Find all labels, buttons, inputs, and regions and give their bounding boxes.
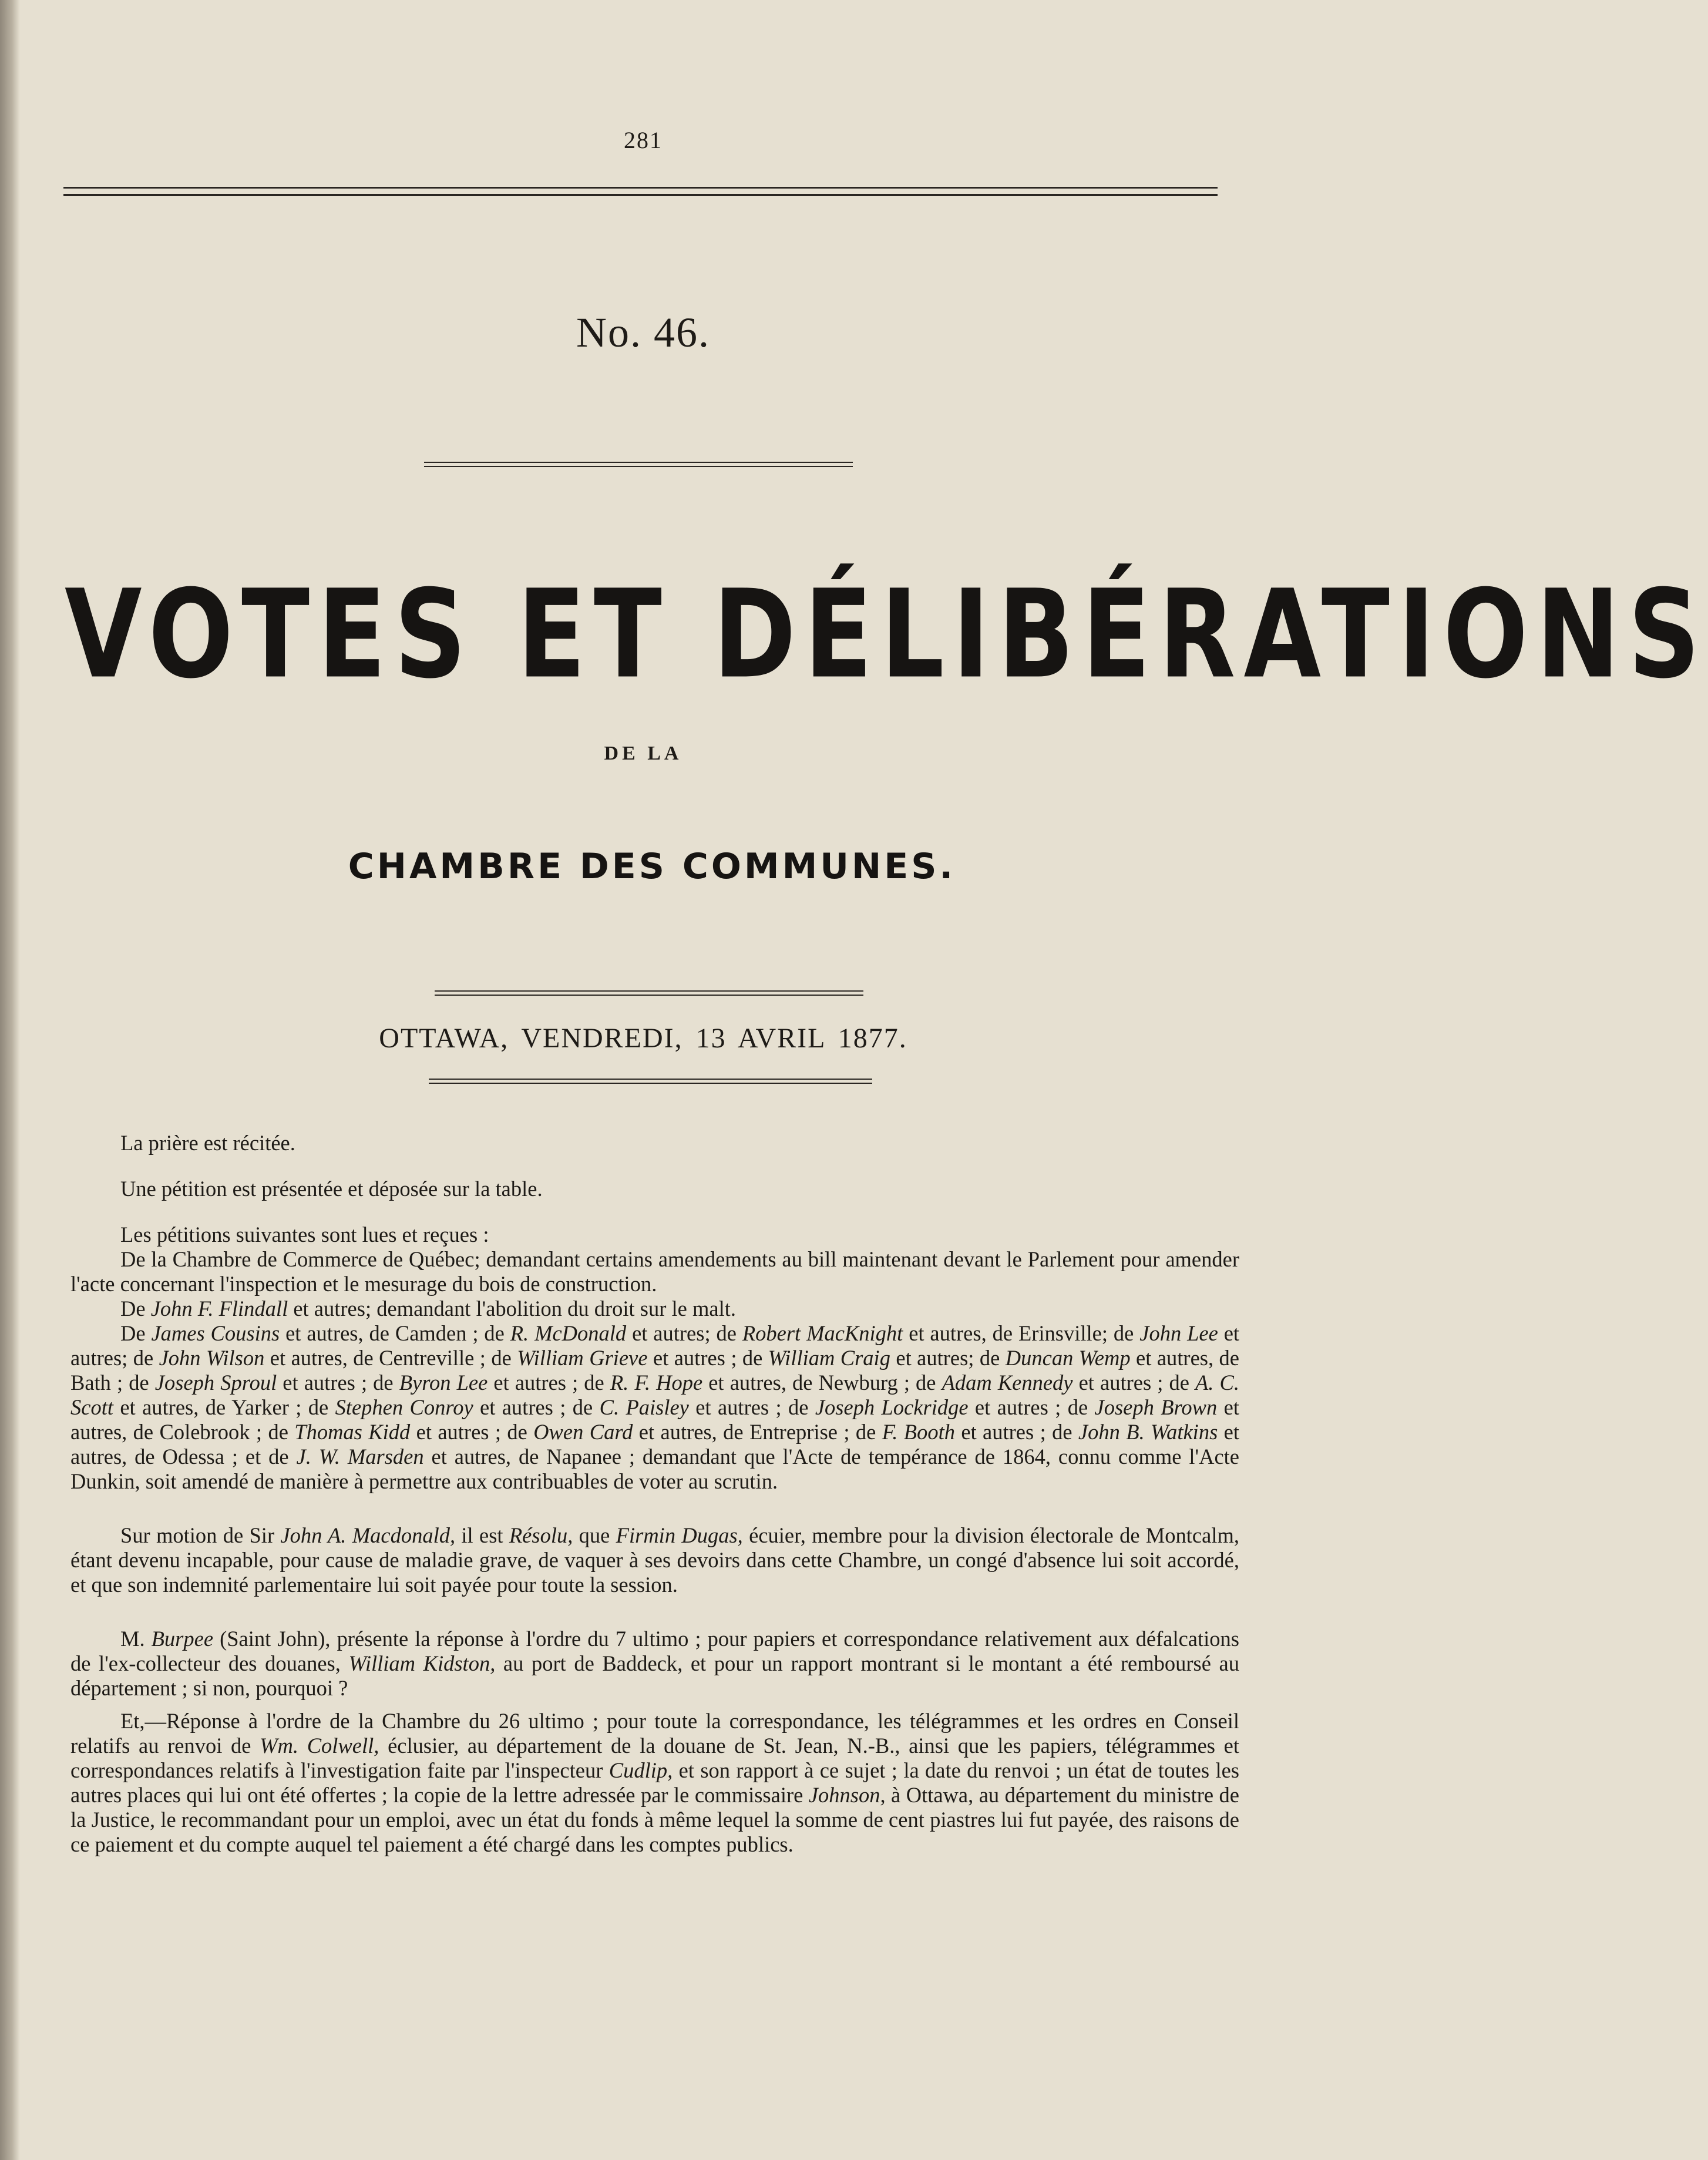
petitions-intro-paragraph: Les pétitions suivantes sont lues et reçues : (120, 1222, 489, 1247)
dateline: OTTAWA, VENDREDI, 13 AVRIL 1877. (379, 1023, 907, 1054)
petitioner-name: William Craig (768, 1346, 890, 1370)
petitioner-name: J. W. Marsden (296, 1445, 424, 1469)
petitioner-name: C. Paisley (599, 1395, 689, 1419)
page-number: 281 (624, 127, 663, 153)
separator-rule-1 (424, 462, 853, 467)
petitioner-name: John B. Watkins (1078, 1420, 1218, 1444)
petitioner-name: R. F. Hope (610, 1370, 703, 1395)
petition-quebec-paragraph: De la Chambre de Commerce de Québec; demandant certains amendements au bill maintenant devant le Parlement pour amender l'acte concernant l'inspection et le mesurage du bois de construction. (70, 1247, 1239, 1296)
prayer-paragraph: La prière est récitée. (120, 1131, 295, 1155)
subtitle-de-la: DE LA (604, 743, 682, 764)
petition-presented-paragraph: Une pétition est présentée et déposée sur la table. (120, 1177, 543, 1201)
member-name: Burpee (151, 1627, 214, 1651)
header-rule-top (63, 187, 1218, 189)
person-name: William Kidston, (348, 1651, 496, 1675)
petitioner-name: Joseph Sproul (154, 1370, 277, 1395)
member-name: Firmin Dugas, (616, 1523, 743, 1547)
petitioner-name: Robert MacKnight (742, 1321, 903, 1345)
petitioner-name: Byron Lee (399, 1370, 488, 1395)
colwell-return-paragraph: Et,—Réponse à l'ordre de la Chambre du 26 ultimo ; pour toute la correspondance, les télégrammes et les ordres en Conseil relatifs au renvoi de Wm. Colwell, éclusier, au département de la douane de St. Jean, N.-B., ainsi que les papiers, télégrammes et correspondances relatifs à l'investigation faite par l'inspecteur Cudlip, et son rapport à ce sujet ; la date du renvoi ; un état de toutes les autres places qui lui ont été offertes ; la copie de la lettre adressée par le commissaire Johnson, à Ottawa, au département du ministre de la Justice, le recommandant pour un emploi, avec un état du fonds à même lequel la somme de cent piastres lui fut payée, des raisons de ce paiement et du compte auquel tel paiement a été chargé dans les comptes publics. (70, 1709, 1240, 1856)
person-name: Cudlip, (608, 1758, 673, 1782)
petitioner-name: Adam Kennedy (942, 1370, 1073, 1395)
petition-flindall-paragraph: De John F. Flindall et autres; demandant l'abolition du droit sur le malt. (120, 1296, 736, 1321)
separator-rule-3 (429, 1079, 872, 1084)
petitioner-name: Duncan Wemp (1005, 1346, 1131, 1370)
petitioner-name: James Cousins (151, 1321, 280, 1345)
petitioner-name: R. McDonald (510, 1321, 627, 1345)
petitioner-name: Stephen Conroy (335, 1395, 473, 1419)
petitioner-name: F. Booth (882, 1420, 955, 1444)
petitioner-name: William Grieve (517, 1346, 648, 1370)
header-rule-bottom (63, 194, 1218, 196)
proceedings-body (70, 1131, 1239, 1857)
petition-dunkin-act-paragraph: De James Cousins et autres, de Camden ; de R. McDonald et autres; de Robert MacKnight et autres, de Erinsville; de John Lee et autres; de John Wilson et autres, de Centreville ; de William Grieve et autres ; de William Craig et autres; de Duncan Wemp et autres, de Bath ; de Joseph Sproul et autres ; de Byron Lee et autres ; de R. F. Hope et autres, de Newburg ; de Adam Kennedy et autres ; de A. C. Scott et autres, de Yarker ; de Stephen Conroy et autres ; de C. Paisley et autres ; de Joseph Lockridge et autres ; de Joseph Brown et autres, de Colebrook ; de Thomas Kidd et autres ; de Owen Card et autres, de Entreprise ; de F. Booth et autres ; de John B. Watkins et autres, de Odessa ; et de J. W. Marsden et autres, de Napanee ; demandant que l'Acte de tempérance de 1864, connu comme l'Acte Dunkin, soit amendé de manière à permettre aux contribuables de voter au scrutin. (70, 1321, 1240, 1493)
petitioner-name: John Wilson (159, 1346, 265, 1370)
main-title: VOTES ET DÉLIBÉRATIONS (65, 564, 1708, 706)
petitioner-name: Joseph Lockridge (815, 1395, 969, 1419)
petitioner-name: John F. Flindall (150, 1296, 288, 1321)
leave-of-absence-paragraph: Sur motion de Sir John A. Macdonald, il est Résolu, que Firmin Dugas, écuier, membre pour la division électorale de Montcalm, étant devenu incapable, pour cause de maladie grave, de vaquer à ses devoirs dans cette Chambre, un congé d'absence lui soit accordé, et que son indemnité parlementaire lui soit payée pour toute la session. (70, 1523, 1239, 1597)
person-name: Wm. Colwell, (260, 1734, 379, 1758)
separator-rule-2 (435, 990, 863, 996)
issue-number: No. 46. (576, 309, 710, 356)
burpee-return-paragraph: M. Burpee (Saint John), présente la réponse à l'ordre du 7 ultimo ; pour papiers et correspondance relativement aux défalcations de l'ex-collecteur des douanes, William Kidston, au port de Baddeck, et pour un rapport montrant si le montant a été remboursé au département ; si non, pourquoi ? (70, 1627, 1239, 1700)
member-name: John A. Macdonald, (280, 1523, 456, 1547)
petitioner-name: Thomas Kidd (294, 1420, 411, 1444)
chamber-heading: CHAMBRE DES COMMUNES. (348, 846, 956, 887)
person-name: Johnson, (808, 1783, 886, 1807)
resolved-label: Résolu, (509, 1523, 573, 1547)
petitioner-name: A. C. Scott (70, 1370, 1239, 1419)
petitioner-name: John Lee (1139, 1321, 1218, 1345)
petitioner-name: Owen Card (533, 1420, 633, 1444)
petitioner-name: Joseph Brown (1094, 1395, 1218, 1419)
